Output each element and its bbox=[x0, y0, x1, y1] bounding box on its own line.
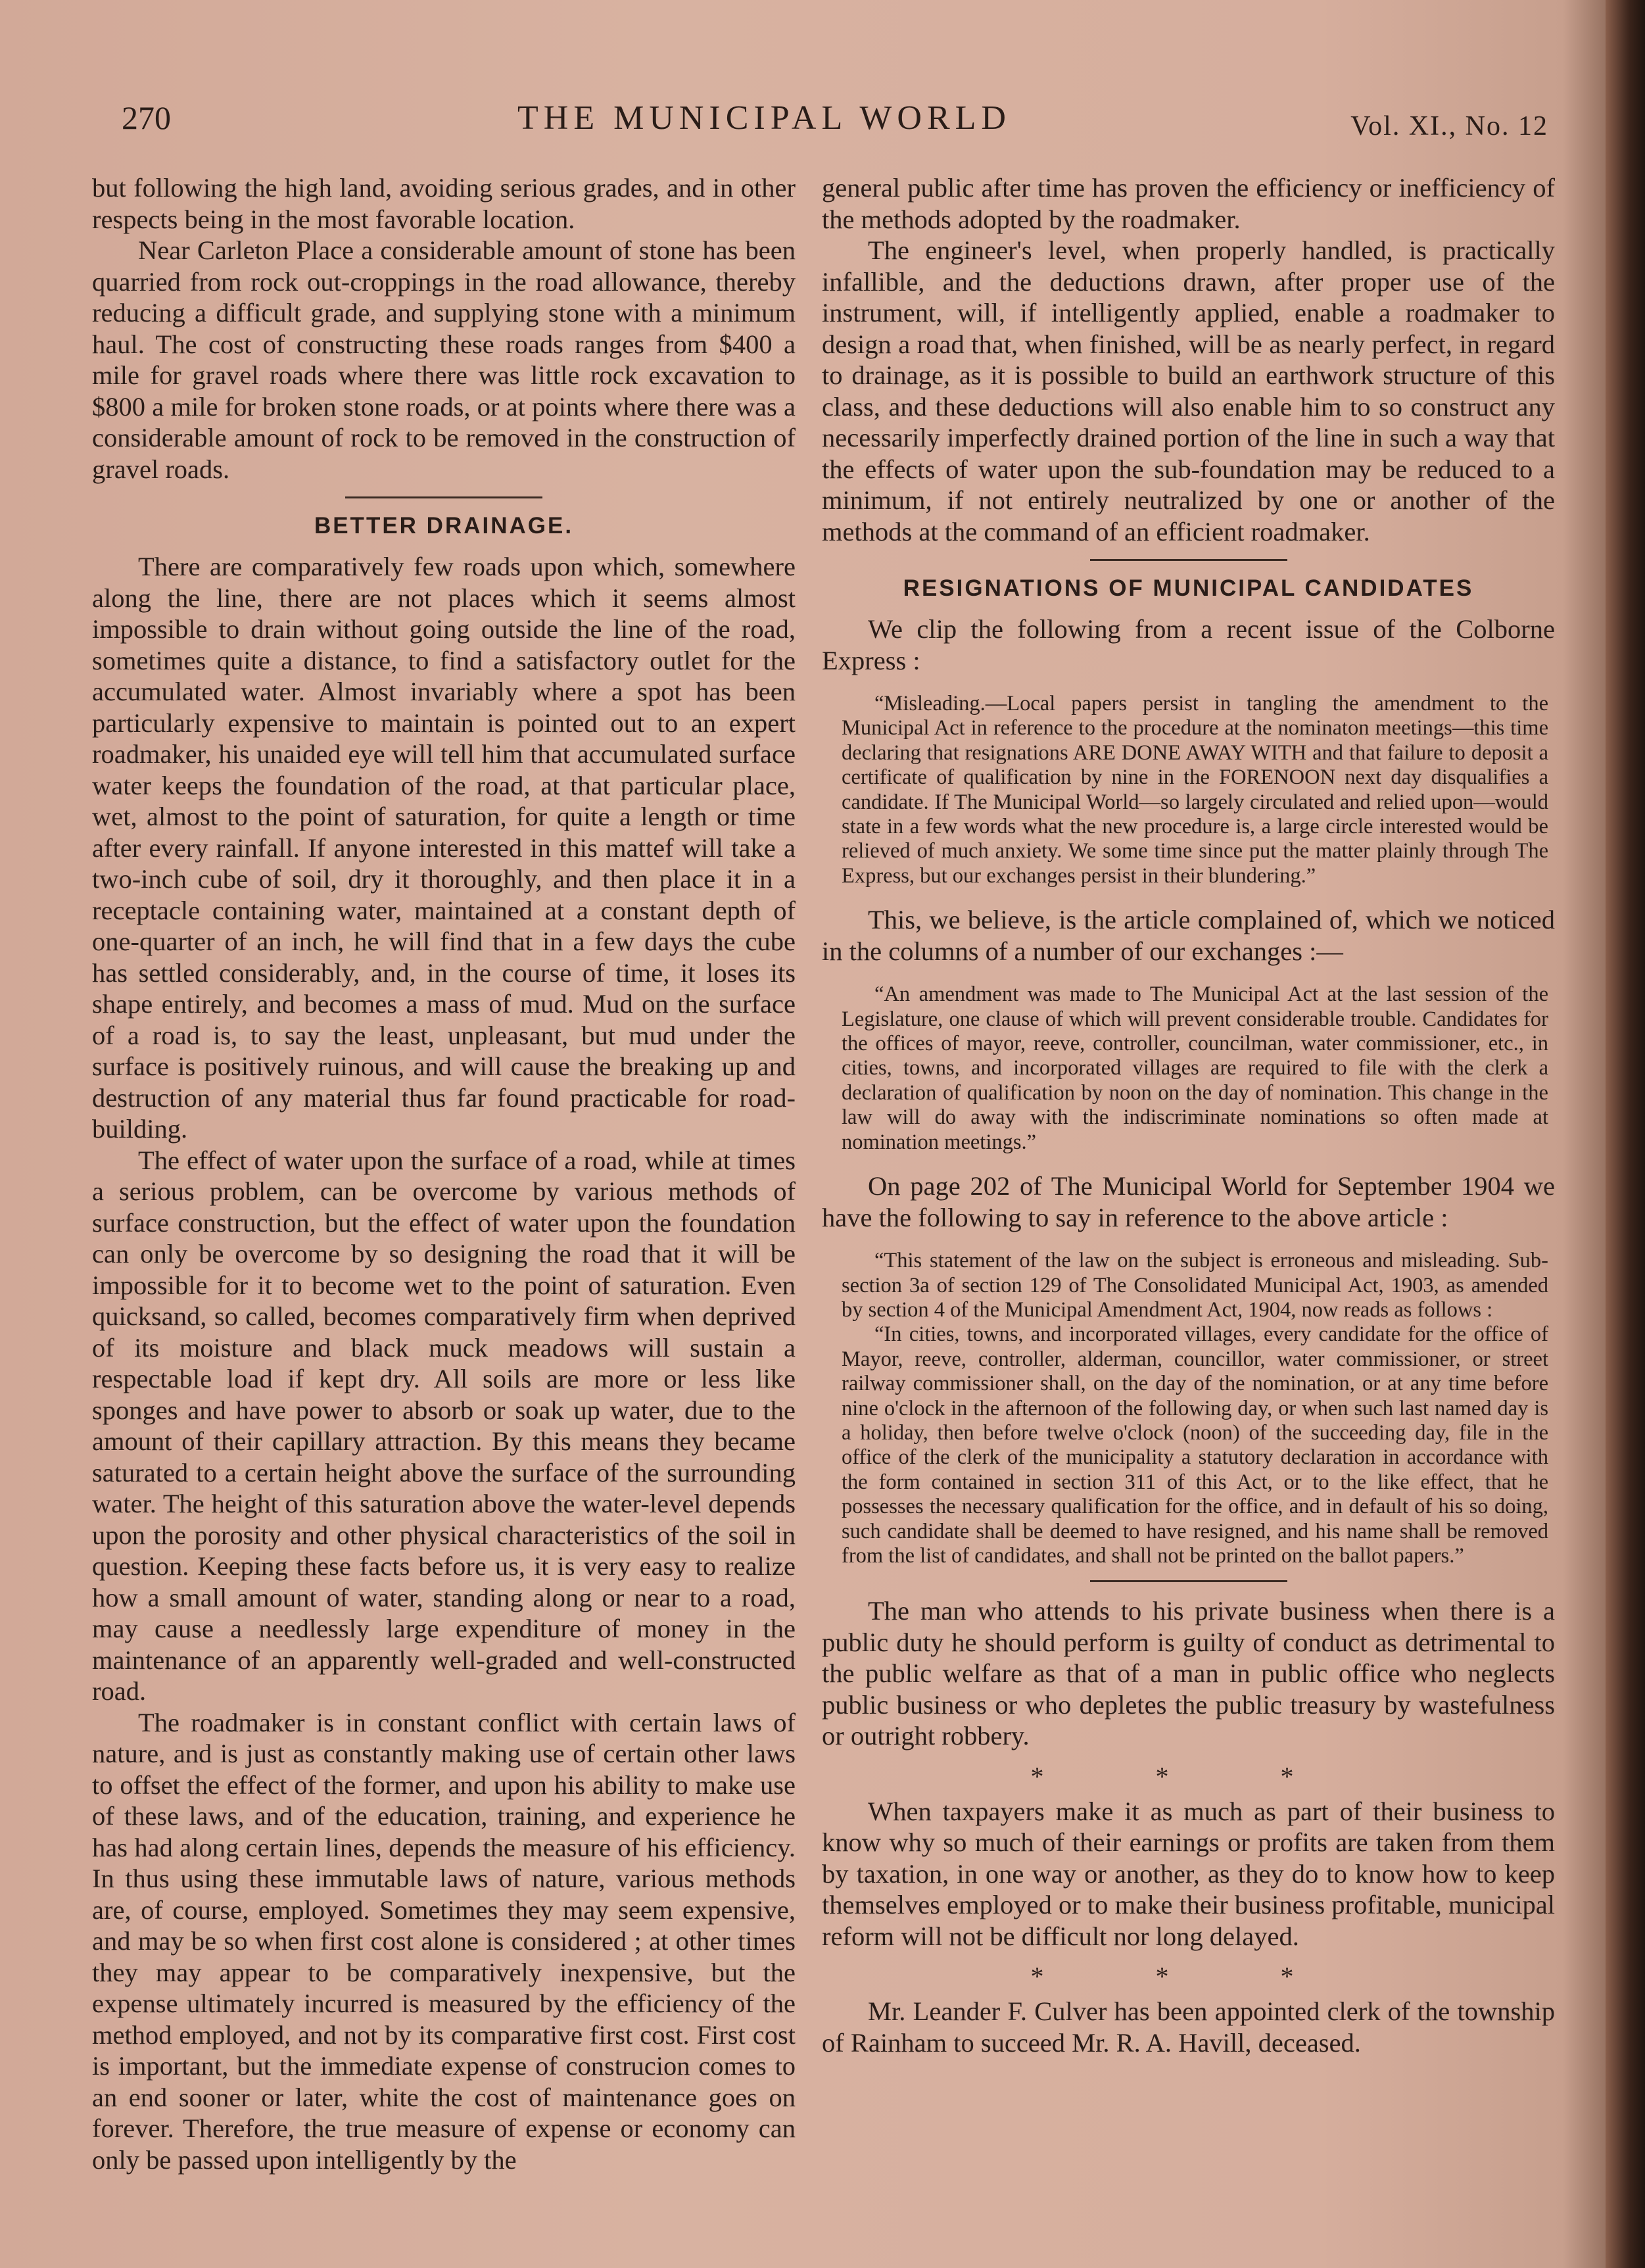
right-paragraph-7: When taxpayers make it as much as part of their business to know why so much of their earnings or profits are taken from them by taxation, in one way or another, as they do to know how to keep themselves employed or to make their business profitable, municipal reform will not be difficult nor long delayed. bbox=[822, 1796, 1555, 1951]
quote-amendment: “An amendment was made to The Municipal Act at the last session of the Legislature, one clause of which will prevent considerable trouble. Candidates for the offices of mayor, reeve, controller, councilman, water commissioner, etc., in cities, towns, and incorporated villages are required to file with the clerk a declaration of qualification by noon on the day of nomination. This change in the law will do away with the indiscriminate nominations so often made at nomination meetings.” bbox=[842, 982, 1548, 1154]
spacer bbox=[822, 888, 1555, 904]
section-divider bbox=[1090, 1580, 1287, 1582]
spacer bbox=[822, 1233, 1555, 1249]
page-number: 270 bbox=[122, 99, 171, 136]
right-paragraph-2: The engineer's level, when properly handled, is practically infallible, and the deductions drawn, after proper use of the instrument, will, if intelligently applied, enable a roadmaker to design a road that, when finished, will be as nearly perfect, in regard to drainage, as it is possible to build an earthwork structure of this class, and these deductions will also enable him to so construct any necessarily imperfectly drained portion of the line in such a way that the effects of water upon the sub-foundation may be reduced to a minimum, if not entirely neutralized by one or another of the methods at the command of an efficient roadmaker. bbox=[822, 235, 1555, 546]
book-binding-edge bbox=[1606, 0, 1645, 2268]
spacer bbox=[822, 967, 1555, 982]
asterisk-divider: * * * bbox=[1030, 1761, 1347, 1791]
right-column bbox=[822, 172, 1555, 2058]
volume-number: Vol. XI., No. 12 bbox=[1350, 111, 1548, 141]
left-paragraph-2: Near Carleton Place a considerable amount of stone has been quarried from rock out-croppings in the road allowance, thereby reducing a difficult grade, and supplying stone with a minimum haul. The cost of constructing these roads ranges from $400 a mile for gravel roads where there was little rock excavation to $800 a mile for broken stone roads, or at points where there was a considerable amount of rock to be removed in the construction of gravel roads. bbox=[92, 235, 796, 484]
spacer bbox=[822, 1155, 1555, 1170]
section-divider bbox=[1090, 559, 1287, 561]
right-paragraph-6: The man who attends to his private business when there is a public duty he should perform is guilty of conduct as detrimental to the public welfare as that of a man in public office who neglects public business or who depletes the public treasury by wastefulness or outright robbery. bbox=[822, 1596, 1555, 1751]
asterisk-divider: * * * bbox=[1030, 1962, 1347, 1992]
quote-cities-towns: “In cities, towns, and incorporated villages, every candidate for the office of Mayor, reeve, controller, alderman, councillor, water commissioner, or street railway commissioner shall, on the day of the nomination, or at any time before nine o'clock in the afternoon of the following day, or when such last named day is a holiday, then before twelve o'clock (noon) of the succeeding day, file in the office of the clerk of the municipality a statutory declaration in accordance with the form contained in section 311 of this Act, or to the like effect, that he possesses the necessary qualification for the office, and in default of his so doing, such candidate shall be deemed to have resigned, and his name shall be removed from the list of candidates, and shall not be printed on the ballot papers.” bbox=[842, 1322, 1548, 1568]
section-divider bbox=[345, 496, 542, 498]
page-header bbox=[115, 99, 1575, 151]
left-paragraph-5: The roadmaker is in constant conflict with certain laws of nature, and is just as constantly making use of certain other laws to offset the effect of the former, and upon his ability to make use of these laws, and of the education, training, and experience he has had along certain lines, depends the measure of his efficiency. In thus using these immutable laws of nature, various methods are, of course, employed. Sometimes they may seem expensive, and may be so when first cost alone is considered ; at other times they may appear to be comparatively inexpensive, but the expense ultimately incurred is measured by the efficiency of the method employed, and not by its comparative first cost. First cost is important, but the immediate expense of construcion comes to an end sooner or later, white the cost of maintenance goes on forever. Therefore, the true measure of expense or economy can only be passed upon intelligently by the bbox=[92, 1707, 796, 2175]
right-paragraph-5: On page 202 of The Municipal World for September 1904 we have the following to say in reference to the above article : bbox=[822, 1171, 1555, 1232]
right-paragraph-8: Mr. Leander F. Culver has been appointed clerk of the township of Rainham to succeed Mr. R. A. Havill, deceased. bbox=[822, 1996, 1555, 2058]
spacer bbox=[822, 676, 1555, 692]
quote-statement: “This statement of the law on the subject is erroneous and misleading. Sub-section 3a of section 129 of The Consolidated Municipal Act, 1903, as amended by section 4 of the Municipal Amendment Act, 1904, now reads as follows : bbox=[842, 1249, 1548, 1322]
section-heading-resignations: RESIGNATIONS OF MUNICIPAL CANDIDATES bbox=[903, 575, 1474, 601]
left-paragraph-3: There are comparatively few roads upon which, somewhere along the line, there are not places which it seems almost impossible to drain without going outside the line of the road, sometimes quite a distance, to find a satisfactory outlet for the accumulated water. Almost invariably where a spot has been particularly expensive to maintain is pointed out to an expert roadmaker, his unaided eye will tell him that accumulated surface water keeps the foundation of the road, at that particular place, wet, almost to the point of saturation, for quite a length or time after every rainfall. If anyone interested in this mattef will take a two-inch cube of soil, dry it thoroughly, and then place it in a receptacle containing water, maintained at a constant depth of one-quarter of an inch, he will find that in a few days the cube has settled considerably, and, in the course of time, it loses its shape entirely, and becomes a mass of mud. Mud on the surface of a road is, to say the least, unpleasant, but mud under the surface is positively ruinous, and will cause the breaking up and destruction of any material thus far found practicable for road-building. bbox=[92, 552, 796, 1144]
right-paragraph-4: This, we believe, is the article complained of, which we noticed in the columns of a number of our exchanges :— bbox=[822, 905, 1555, 966]
quote-misleading: “Misleading.—Local papers persist in tangling the amendment to the Municipal Act in reference to the procedure at the nominaton meetings—this time declaring that resignations ARE DONE AWAY WITH and that failure to deposit a certificate of qualification by nine in the FORENOON next day disqualifies a candidate. If The Municipal World—so largely circulated and relied upon—would state in a few words what the new procedure is, a large circle interested would be relieved of much anxiety. We some time since put the matter plainly through The Express, but our exchanges persist in their blundering.” bbox=[842, 692, 1548, 888]
left-paragraph-1: but following the high land, avoiding serious grades, and in other respects being in the most favorable location. bbox=[92, 173, 796, 234]
left-paragraph-4: The effect of water upon the surface of a road, while at times a serious problem, can be overcome by various methods of surface construction, but the effect of water upon the foundation can only be overcome by so designing the road that it will be impossible for it to become wet to the point of saturation. Even quicksand, so called, becomes comparatively firm when deprived of its moisture and black muck meadows will sustain a respectable load if kept dry. All soils are more or less like sponges and have power to absorb or soak up water, due to the amount of their capillary attraction. By this means they became saturated to a certain height above the surface of the surrounding water. The height of this saturation above the water-level depends upon the porosity and other physical characteristics of the soil in question. Keeping these facts before us, it is very easy to realize how a small amount of water, standing along or near to a road, may cause a needlessly large expenditure of money in the maintenance of an apparently well-graded and well-constructed road. bbox=[92, 1145, 796, 1706]
right-paragraph-3: We clip the following from a recent issue of the Colborne Express : bbox=[822, 614, 1555, 675]
journal-title: THE MUNICIPAL WORLD bbox=[517, 99, 1011, 137]
left-column bbox=[92, 172, 796, 2175]
right-paragraph-1: general public after time has proven the efficiency or inefficiency of the methods adopted by the roadmaker. bbox=[822, 173, 1555, 234]
section-heading-better-drainage: BETTER DRAINAGE. bbox=[314, 513, 574, 539]
